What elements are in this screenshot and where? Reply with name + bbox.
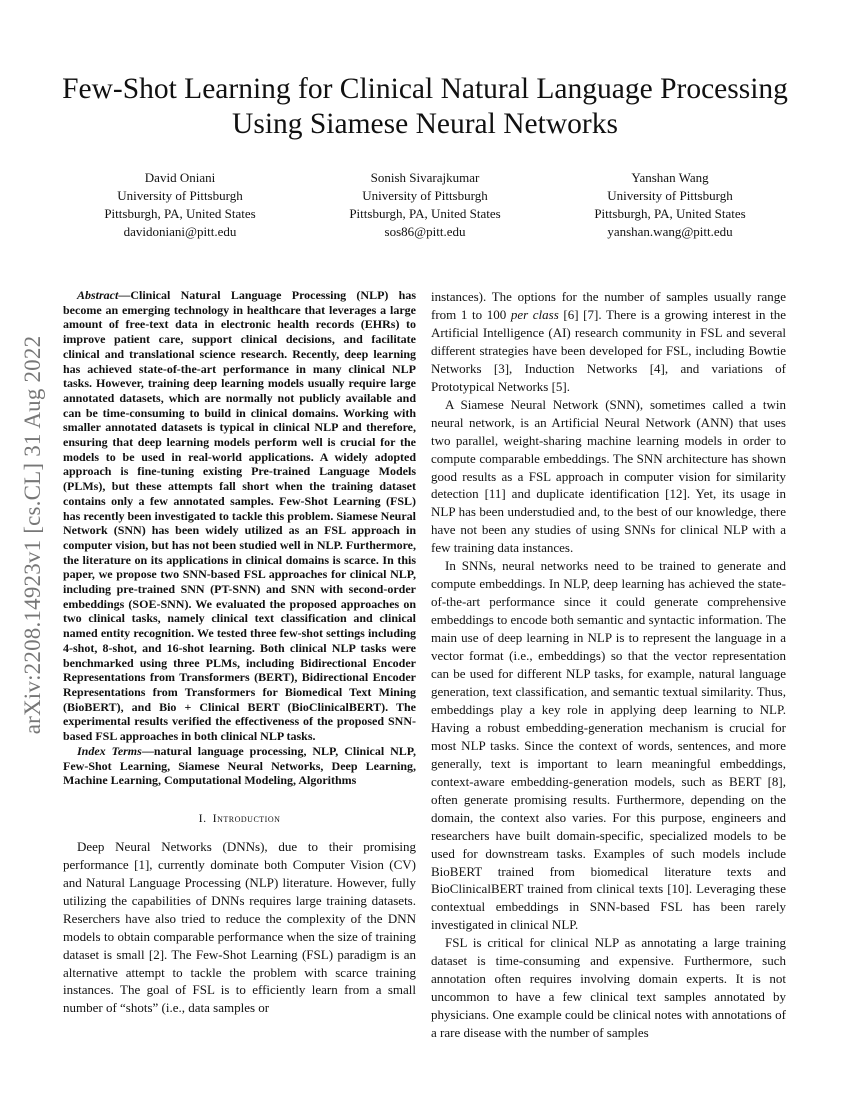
left-column [63, 288, 416, 1017]
author-1 [60, 169, 300, 241]
italic-run: per class [510, 306, 559, 322]
section-title: Introduction [212, 810, 281, 825]
author-email[interactable]: yanshan.wang@pitt.edu [607, 224, 733, 239]
author-location: Pittsburgh, PA, United States [104, 206, 256, 221]
author-email[interactable]: davidoniani@pitt.edu [123, 224, 237, 239]
index-terms [63, 744, 416, 788]
introduction-body [63, 838, 416, 1018]
right-column [431, 288, 786, 1042]
author-affiliation: University of Pittsburgh [117, 188, 243, 203]
index-terms-label: Index Terms [77, 743, 142, 758]
abstract-text: —Clinical Natural Language Processing (NLP) has become an emerging technology in healthcare that leverages a large amount of free-text data in electronic health records (EHRs) to improve patient care, support clinical decisions, and facilitate clinical and translational science research. Recently, deep learning has achieved state-of-the-art performance in many clinical NLP tasks. However, training deep learning models usually require large annotated datasets, which are normally not publicly available and can be time-consuming to build in clinical domains. Working with smaller annotated datasets is typical in clinical NLP and therefore, ensuring that deep learning models perform well is crucial for the models to be used in real-world applications. A widely adopted approach is fine-tuning existing Pre-trained Language Models (PLMs), but these attempts fall short when the training dataset contains only a few annotated samples. Few-Shot Learning (FSL) has recently been investigated to tackle this problem. Siamese Neural Network (SNN) has been widely utilized as an FSL approach in computer vision, but has not been studied well in NLP. Furthermore, the literature on its applications in clinical domains is scarce. In this paper, we propose two SNN-based FSL approaches for clinical NLP, including pre-trained SNN (PT-SNN) and SNN with second-order embeddings (SOE-SNN). We evaluated the proposed approaches on two clinical tasks, namely clinical text classification and clinical named entity recognition. We tested three few-shot settings including 4-shot, 8-shot, and 16-shot learning. Both clinical NLP tasks were benchmarked using three PLMs, including Bidirectional Encoder Representations from Transformers (BERT), Bidirectional Encoder Representations from Transformers for Biomedical Text Mining (BioBERT), and Bio + Clinical BERT (BioClinicalBERT). The experimental results verified the effectiveness of the proposed SNN-based FSL approaches in both clinical NLP tasks. [63, 288, 416, 744]
abstract-label: Abstract [77, 288, 119, 302]
author-2 [305, 169, 545, 241]
paper-title: Few-Shot Learning for Clinical Natural Language Processing Using Siamese Neural Networks [62, 73, 788, 140]
author-name: Sonish Sivarajkumar [370, 170, 480, 185]
right-paragraph-4: FSL is critical for clinical NLP as annotating a large training dataset is time-consuming and expensive. Furthermore, such annotation often requires involving domain experts. It is not uncommon to have a few clinical text samples annotated by physicians. One example could be clinical notes with annotations of a rare disease with the number of samples [431, 935, 786, 1041]
right-paragraph-1 [431, 288, 786, 396]
author-affiliation: University of Pittsburgh [607, 188, 733, 203]
index-terms-text: —natural language processing, NLP, Clinical NLP, Few-Shot Learning, Siamese Neural Networks, Deep Learning, Machine Learning, Computational Modeling, Algorithms [63, 743, 417, 788]
arxiv-identifier: arXiv:2208.14923v1 [cs.CL] 31 Aug 2022 [20, 335, 45, 735]
author-email[interactable]: sos86@pitt.edu [384, 224, 466, 239]
section-heading-introduction [63, 810, 416, 828]
author-block [60, 169, 790, 249]
author-affiliation: University of Pittsburgh [362, 188, 488, 203]
author-location: Pittsburgh, PA, United States [594, 206, 746, 221]
author-3 [550, 169, 790, 241]
arxiv-sidebar [8, 290, 58, 780]
right-paragraph-2: A Siamese Neural Network (SNN), sometimes called a twin neural network, is an Artificial Neural Network (ANN) that uses two parallel, weight-sharing machine learning models in order to compute comparable embeddings. The SNN architecture has shown good results as a FSL approach in computer vision for similarity detection [11] and duplicate identification [12]. Yet, its usage in NLP has been understudied and, to the best of our knowledge, there have not been any studies of using SNNs for clinical NLP with a few training data instances. [431, 396, 786, 556]
text-run: [6] [7]. There is a growing interest in the Artificial Intelligence (AI) research community in FSL and several different strategies have been developed for FSL, including Bowtie Networks [3], Induction Networks [4], and variations of Prototypical Networks [5]. [431, 306, 786, 394]
author-location: Pittsburgh, PA, United States [349, 206, 501, 221]
right-paragraph-3: In SNNs, neural networks need to be trained to generate and compute embeddings. In NLP, deep learning has achieved the state-of-the-art performance since it could generate comprehensive embeddings to encode both semantic and syntactic information. The main use of deep learning in NLP is to represent the language in a vector format (i.e., embeddings) so that the vector representation can be used for different NLP tasks, for example, natural language generation, text classification, and semantic textual similarity. Thus, embeddings play a key role in applying deep learning to NLP. Having a robust embedding-generation mechanism is crucial for most NLP tasks. Since the context of words, sentences, and more generally, text is important to learn meaningful embeddings, context-aware embedding-generation models, such as BERT [8], often generate promising results. Furthermore, depending on the domain, the context also varies. For this purpose, engineers and researchers have built domain-specific, specialized models to be used for downstream tasks. Examples of such models include BioBERT trained from biomedical literature texts and BioClinicalBERT trained from clinical texts [10]. Leveraging these contextual embeddings in SNN-based FSL has been rarely investigated in clinical NLP. [431, 558, 786, 933]
intro-paragraph-1: Deep Neural Networks (DNNs), due to their promising performance [1], currently dominate both Computer Vision (CV) and Natural Language Processing (NLP) literature. However, fully utilizing the capabilities of DNNs requires large training datasets. Reserchers have also tried to reduce the complexity of the DNN models to obtain comparable performance when the size of training dataset is small [2]. The Few-Shot Learning (FSL) paradigm is an alternative attempt to tackle the problem with scarce training instances. The goal of FSL is to efficiently learn from a small number of “shots” (i.e., data samples or [63, 838, 416, 1016]
text-run: instances). The options for the number of samples usually range from 1 to 100 [431, 289, 786, 322]
author-name: Yanshan Wang [631, 170, 709, 185]
author-name: David Oniani [144, 170, 216, 185]
abstract [63, 288, 416, 744]
section-number: I. [198, 810, 207, 825]
